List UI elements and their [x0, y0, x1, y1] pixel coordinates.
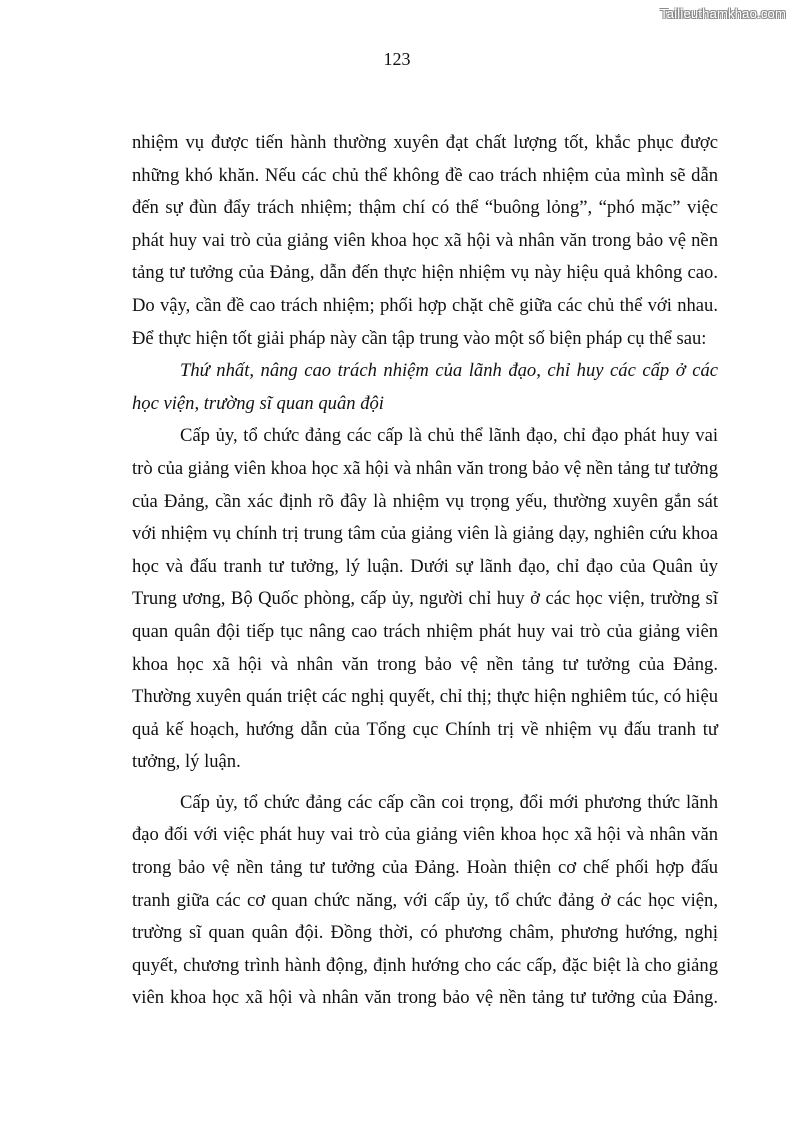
section-heading-first: Thứ nhất, nâng cao trách nhiệm của lãnh đạo, chỉ huy các cấp ở các học viện, trường sĩ quan quân đội: [132, 360, 718, 414]
document-body: [132, 127, 718, 1015]
paragraph-continuation: nhiệm vụ được tiến hành thường xuyên đạt chất lượng tốt, khắc phục được những khó khăn. Nếu các chủ thể không đề cao trách nhiệm của mình sẽ dẫn đến sự đùn đẩy trách nhiệm; thậm chí có thể “buông lỏng”, “phó mặc” việc phát huy vai trò của giảng viên khoa học xã hội và nhân văn trong bảo vệ nền tảng tư tưởng của Đảng, dẫn đến thực hiện nhiệm vụ này hiệu quả không cao. Do vậy, cần đề cao trách nhiệm; phối hợp chặt chẽ giữa các chủ thể với nhau. Để thực hiện tốt giải pháp này cần tập trung vào một số biện pháp cụ thể sau:: [132, 132, 718, 349]
page-number: 123: [383, 49, 411, 69]
paragraph-leadership: Cấp ủy, tổ chức đảng các cấp là chủ thể lãnh đạo, chỉ đạo phát huy vai trò của giảng viên khoa học xã hội và nhân văn trong bảo vệ nền tảng tư tưởng của Đảng, cần xác định rõ đây là nhiệm vụ trọng yếu, thường xuyên gắn sát với nhiệm vụ chính trị trung tâm của giảng viên là giảng dạy, nghiên cứu khoa học và đấu tranh tư tưởng, lý luận. Dưới sự lãnh đạo, chỉ đạo của Quân ủy Trung ương, Bộ Quốc phòng, cấp ủy, người chỉ huy ở các học viện, trường sĩ quan quân đội tiếp tục nâng cao trách nhiệm phát huy vai trò của giảng viên khoa học xã hội và nhân văn trong bảo vệ nền tảng tư tưởng của Đảng. Thường xuyên quán triệt các nghị quyết, chỉ thị; thực hiện nghiêm túc, có hiệu quả kế hoạch, hướng dẫn của Tổng cục Chính trị về nhiệm vụ đấu tranh tư tưởng, lý luận.: [132, 425, 718, 773]
paragraph-party-committees: Cấp ủy, tổ chức đảng các cấp cần coi trọng, đổi mới phương thức lãnh đạo đối với việc phát huy vai trò của giảng viên khoa học xã hội và nhân văn trong bảo vệ nền tảng tư tưởng của Đảng. Hoàn thiện cơ chế phối hợp đấu tranh giữa các cơ quan chức năng, với cấp ủy, tổ chức đảng ở các học viện, trường sĩ quan quân đội. Đồng thời, có phương châm, phương hướng, nghị quyết, chương trình hành động, định hướng cho các cấp, đặc biệt là cho giảng viên khoa học xã hội và nhân văn trong bảo vệ nền tảng tư tưởng của Đảng.: [132, 791, 718, 1009]
watermark-text: Tailieuthamkhao.com: [660, 6, 786, 21]
